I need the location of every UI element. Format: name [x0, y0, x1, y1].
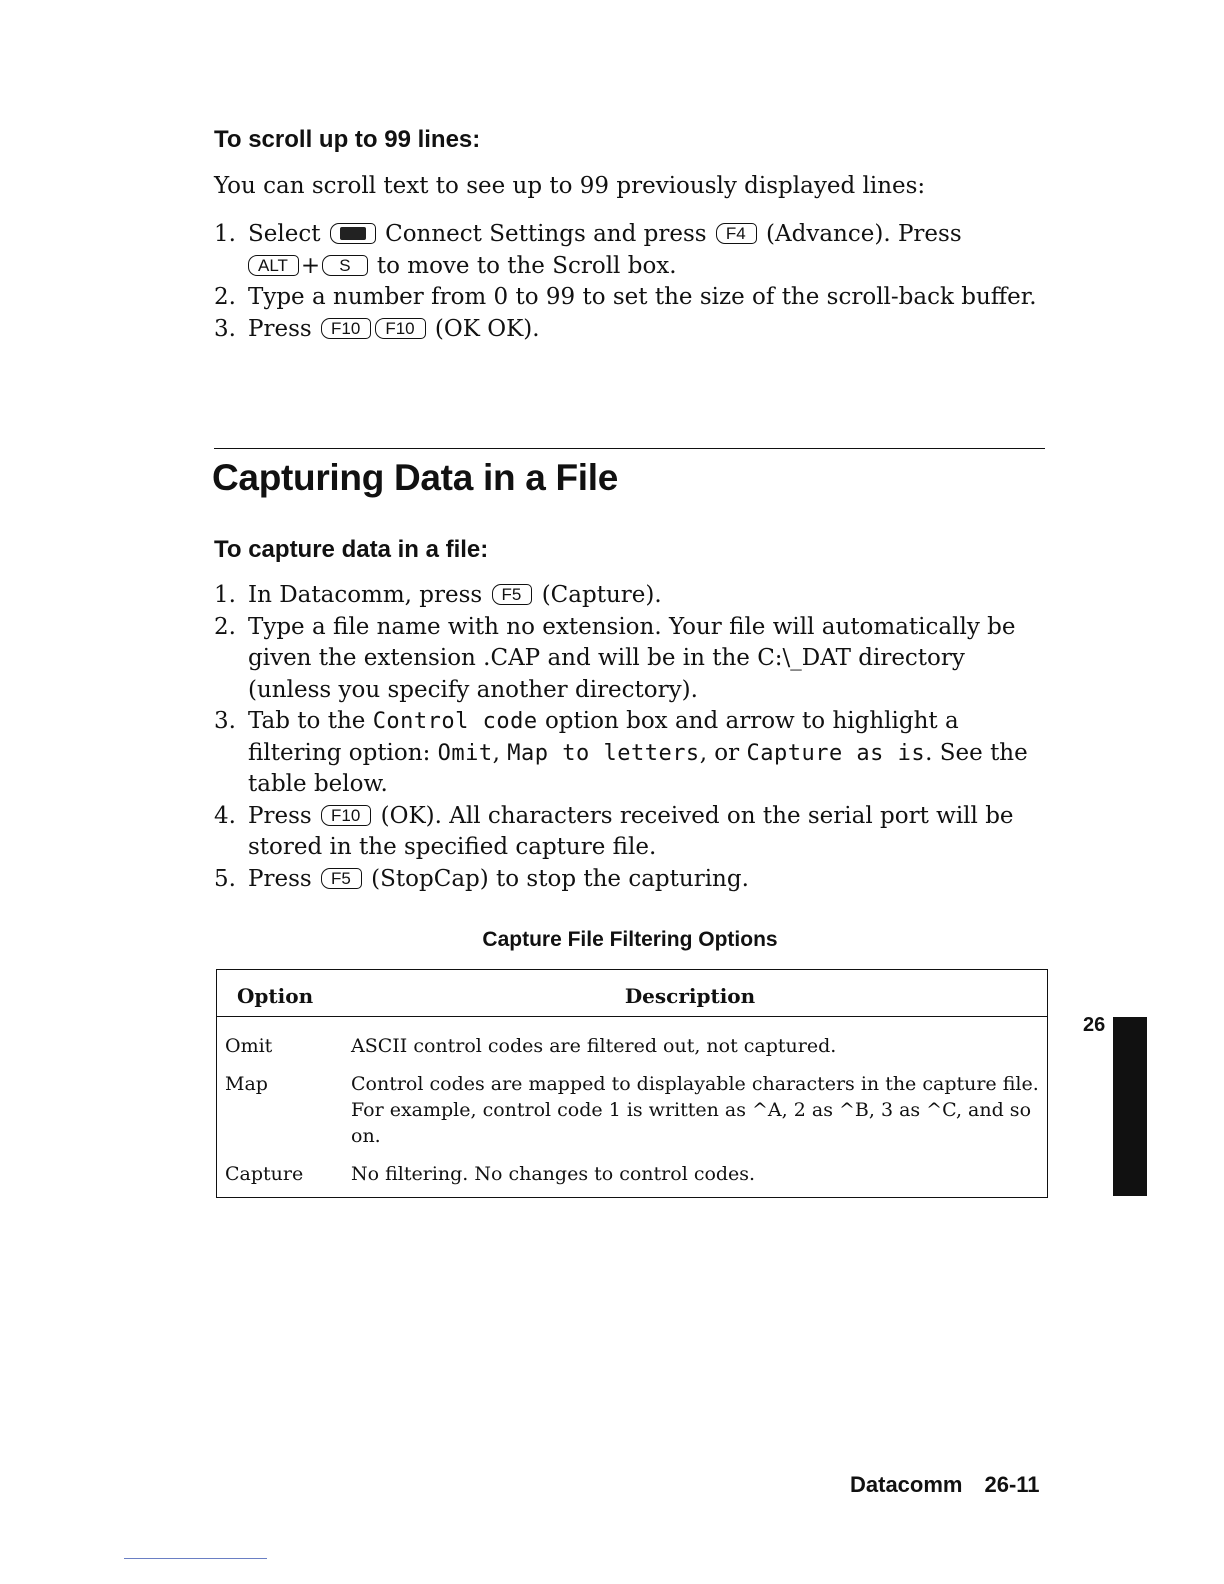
chapter-tab-marker: [1113, 1017, 1147, 1196]
option-capture: Capture as is: [746, 740, 926, 766]
step-text: Type a file name with no extension. Your file will automatically be given the extension .CAP and will be in the C:\_DAT directory (unless you specify another directory).: [248, 613, 1016, 703]
key-f4: F4: [716, 223, 757, 244]
step-text: Type a number from 0 to 99 to set the size of the scroll-back buffer.: [248, 284, 1037, 310]
menu-icon: [340, 227, 366, 240]
option-cell: Capture: [225, 1163, 304, 1185]
step-number: 2.: [214, 284, 236, 310]
table-caption: Capture File Filtering Options: [482, 928, 778, 951]
scroll-steps: [214, 219, 1054, 345]
step-text: , or: [699, 739, 740, 766]
control-code-label: Control code: [372, 709, 538, 734]
option-omit: Omit: [437, 740, 493, 766]
step-text: to move to the Scroll box.: [376, 252, 677, 279]
step-text: . See the table below.: [248, 739, 1028, 797]
step-text: (StopCap) to stop the capturing.: [371, 865, 749, 892]
step-text: Press: [248, 865, 312, 892]
step-text: option box and arrow to highlight a filtering option:: [248, 708, 959, 766]
step-text: Select: [248, 221, 321, 247]
table-row: [217, 1017, 1048, 1066]
step-number: 2.: [214, 613, 236, 640]
column-header-description: Description: [343, 970, 1048, 1017]
option-cell: Map: [225, 1073, 268, 1095]
step-number: 3.: [214, 708, 236, 734]
step-number: 1.: [214, 221, 236, 247]
capture-steps: [214, 580, 1054, 895]
capture-step-4: [214, 801, 1054, 864]
section-title: Capturing Data in a File: [212, 457, 619, 498]
description-cell: Control codes are mapped to displayable characters in the capture file. For example, control code 1 is written as ^A, 2 as ^B, 3 as ^C, and so on.: [351, 1073, 1039, 1147]
step-text: (Advance). Press: [766, 221, 962, 247]
key-f5: F5: [321, 868, 362, 889]
key-f10: F10: [375, 318, 425, 339]
menu-key: [330, 223, 376, 244]
scan-edge-line: [124, 1558, 267, 1559]
step-number: 1.: [214, 582, 236, 608]
scroll-intro: You can scroll text to see up to 99 previously displayed lines:: [214, 173, 926, 199]
page-number: 26-11: [984, 1472, 1040, 1497]
step-text: (Capture).: [541, 582, 662, 608]
capture-step-5: [214, 864, 1054, 896]
scroll-step-1: [214, 219, 1054, 282]
step-text: (OK OK).: [434, 315, 540, 342]
filtering-options-table: [216, 969, 1048, 1198]
capture-step-2: [214, 612, 1054, 707]
scroll-step-3: [214, 314, 1054, 346]
description-cell: No filtering. No changes to control codes.: [351, 1163, 756, 1185]
step-text: In Datacomm, press: [248, 582, 483, 608]
key-alt: ALT: [248, 255, 299, 276]
key-f10: F10: [321, 318, 371, 339]
step-text: Tab to the: [248, 708, 366, 734]
table-header-row: [217, 970, 1048, 1017]
page-footer: [850, 1472, 1040, 1498]
description-cell: ASCII control codes are filtered out, not captured.: [351, 1035, 837, 1057]
scroll-heading: To scroll up to 99 lines:: [214, 126, 481, 153]
step-text: (OK). All characters received on the serial port will be stored in the specified capture file.: [248, 802, 1014, 860]
step-text: Connect Settings and press: [385, 221, 707, 247]
step-number: 5.: [214, 865, 236, 892]
step-text: Press: [248, 315, 312, 342]
column-header-option: Option: [217, 970, 344, 1017]
capture-step-3: [214, 706, 1054, 801]
section-rule: [214, 448, 1045, 449]
option-map: Map to letters: [507, 740, 700, 766]
capture-step-1: [214, 580, 1054, 612]
capture-heading: To capture data in a file:: [214, 536, 489, 563]
table-row: [217, 1155, 1048, 1198]
option-cell: Omit: [225, 1035, 273, 1057]
key-f5: F5: [492, 584, 533, 605]
key-s: S: [322, 255, 367, 276]
step-text: ,: [492, 739, 500, 766]
scroll-step-2: [214, 282, 1054, 314]
key-f10: F10: [321, 805, 371, 826]
step-text: Press: [248, 802, 312, 829]
step-number: 3.: [214, 315, 236, 342]
footer-section: Datacomm: [850, 1472, 963, 1497]
plus-sign: +: [300, 252, 321, 279]
chapter-tab-label: 26: [1083, 1014, 1106, 1036]
step-number: 4.: [214, 802, 236, 829]
table-row: [217, 1065, 1048, 1155]
